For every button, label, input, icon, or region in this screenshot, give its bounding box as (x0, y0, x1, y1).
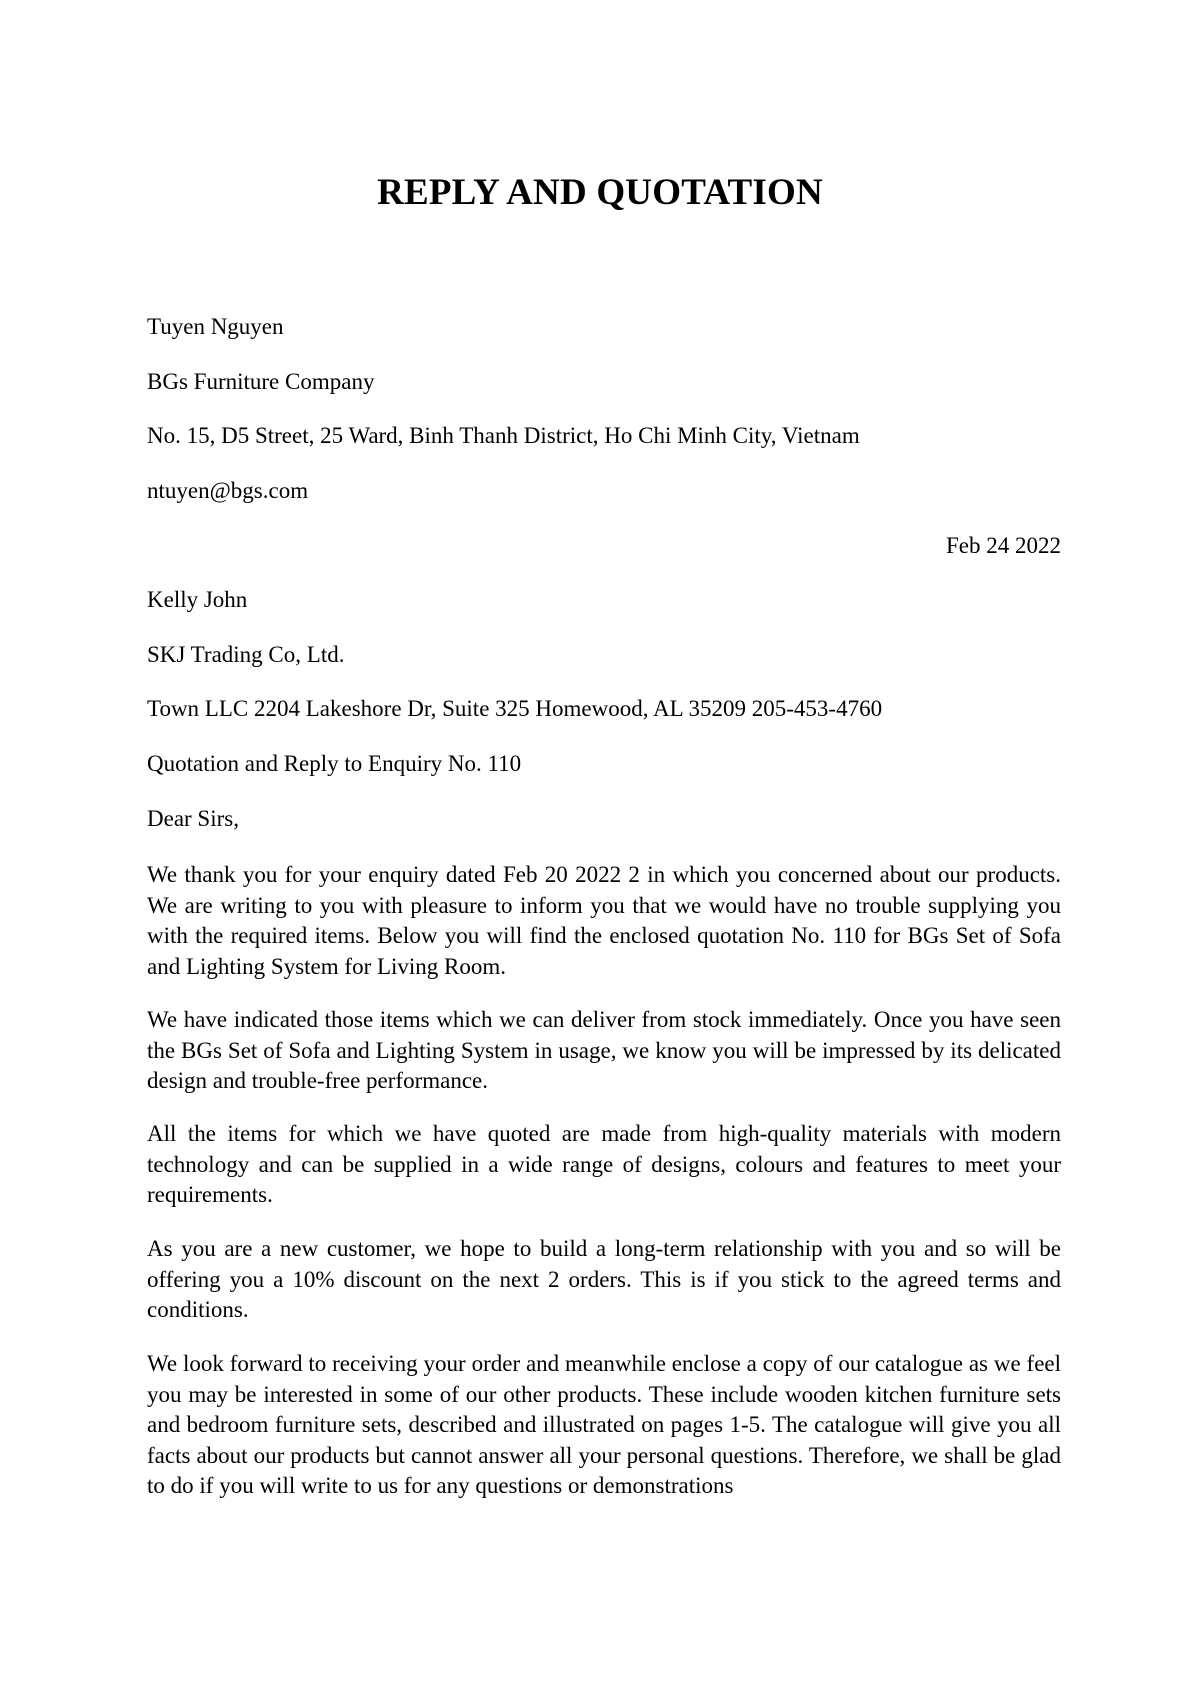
sender-email: ntuyen@bgs.com (147, 478, 309, 503)
recipient-company: SKJ Trading Co, Ltd. (147, 642, 345, 667)
recipient-address: Town LLC 2204 Lakeshore Dr, Suite 325 Homewood, AL 35209 205-453-4760 (147, 696, 883, 721)
letter-date: Feb 24 2022 (946, 533, 1061, 558)
recipient-name: Kelly John (147, 587, 248, 612)
document-title: REPLY AND QUOTATION (377, 172, 823, 213)
body-paragraph-2: We have indicated those items which we can deliver from stock immediately. Once you have seen the BGs Set of Sofa and Lighting System in usage, we know you will be impressed by its delicated design and trouble-free performance. (147, 1007, 1061, 1093)
letter-subject: Quotation and Reply to Enquiry No. 110 (147, 751, 522, 776)
salutation: Dear Sirs, (147, 806, 239, 831)
body-paragraph-5: We look forward to receiving your order and meanwhile enclose a copy of our catalogue as we feel you may be interested in some of our other products. These include wooden kitchen furniture sets and bedroom furniture sets, described and illustrated on pages 1-5. The catalogue will give you all facts about our products but cannot answer all your personal questions. Therefore, we shall be glad to do if you will write to us for any questions or demonstrations (147, 1351, 1061, 1498)
sender-company: BGs Furniture Company (147, 369, 375, 394)
body-paragraph-4: As you are a new customer, we hope to build a long-term relationship with you and so will be offering you a 10% discount on the next 2 orders. This is if you stick to the agreed terms and conditions. (147, 1236, 1061, 1322)
sender-address: No. 15, D5 Street, 25 Ward, Binh Thanh District, Ho Chi Minh City, Vietnam (147, 423, 860, 448)
body-paragraph-3: All the items for which we have quoted are made from high-quality materials with modern technology and can be supplied in a wide range of designs, colours and features to meet your requirements. (147, 1121, 1061, 1207)
sender-name: Tuyen Nguyen (147, 314, 284, 339)
body-paragraph-1: We thank you for your enquiry dated Feb 20 2022 2 in which you concerned about our products. We are writing to you with pleasure to inform you that we would have no trouble supplying you with the required items. Below you will find the enclosed quotation No. 110 for BGs Set of Sofa and Lighting System for Living Room. (147, 862, 1061, 979)
